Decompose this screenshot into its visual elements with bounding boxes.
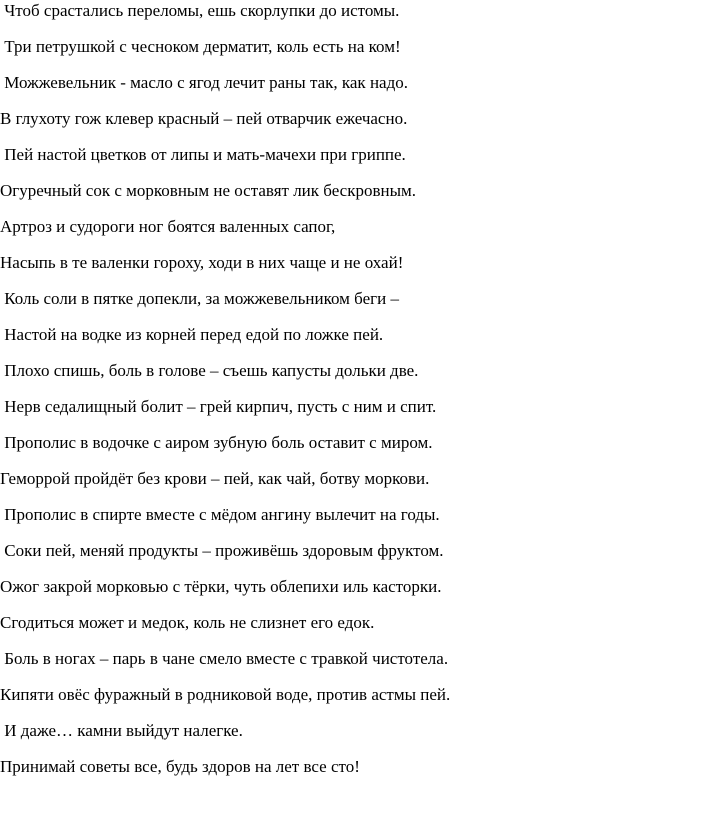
text-line: Чтоб срастались переломы, ешь скорлупки до истомы. xyxy=(0,1,400,20)
text-line: Соки пей, меняй продукты – проживёшь здоровым фруктом. xyxy=(0,541,444,560)
text-line: Плохо спишь, боль в голове – съешь капусты дольки две. xyxy=(0,361,419,380)
text-line: Настой на водке из корней перед едой по ложке пей. xyxy=(0,325,384,344)
text-line: Три петрушкой с чесноком дерматит, коль есть на ком! xyxy=(0,37,401,56)
text-line: Ожог закрой морковью с тёрки, чуть облепихи иль касторки. xyxy=(0,577,442,596)
text-line: Прополис в водочке с аиром зубную боль оставит с миром. xyxy=(0,433,433,452)
text-line: Сгодиться может и медок, коль не слизнет его едок. xyxy=(0,613,375,632)
text-line: Коль соли в пятке допекли, за можжевельником беги – xyxy=(0,289,399,308)
text-line: Нерв седалищный болит – грей кирпич, пусть с ним и спит. xyxy=(0,397,437,416)
text-line: Боль в ногах – парь в чане смело вместе с травкой чистотела. xyxy=(0,649,449,668)
text-line: Кипяти овёс фуражный в родниковой воде, против астмы пей. xyxy=(0,685,451,704)
text-line: Прополис в спирте вместе с мёдом ангину вылечит на годы. xyxy=(0,505,440,524)
text-line: И даже… камни выйдут налегке. xyxy=(0,721,243,740)
text-line: Огуречный сок с морковным не оставят лик бескровным. xyxy=(0,181,417,200)
text-line: Артроз и судороги ног боятся валенных сапог, xyxy=(0,217,336,236)
text-line: В глухоту гож клевер красный – пей отварчик ежечасно. xyxy=(0,109,408,128)
text-line: Принимай советы все, будь здоров на лет все сто! xyxy=(0,757,360,776)
text-line: Пей настой цветков от липы и мать-мачехи при гриппе. xyxy=(0,145,406,164)
text-line: Насыпь в те валенки гороху, ходи в них чаще и не охай! xyxy=(0,253,404,272)
text-line: Можжевельник - масло с ягод лечит раны так, как надо. xyxy=(0,73,408,92)
text-line: Геморрой пройдёт без крови – пей, как чай, ботву моркови. xyxy=(0,469,430,488)
